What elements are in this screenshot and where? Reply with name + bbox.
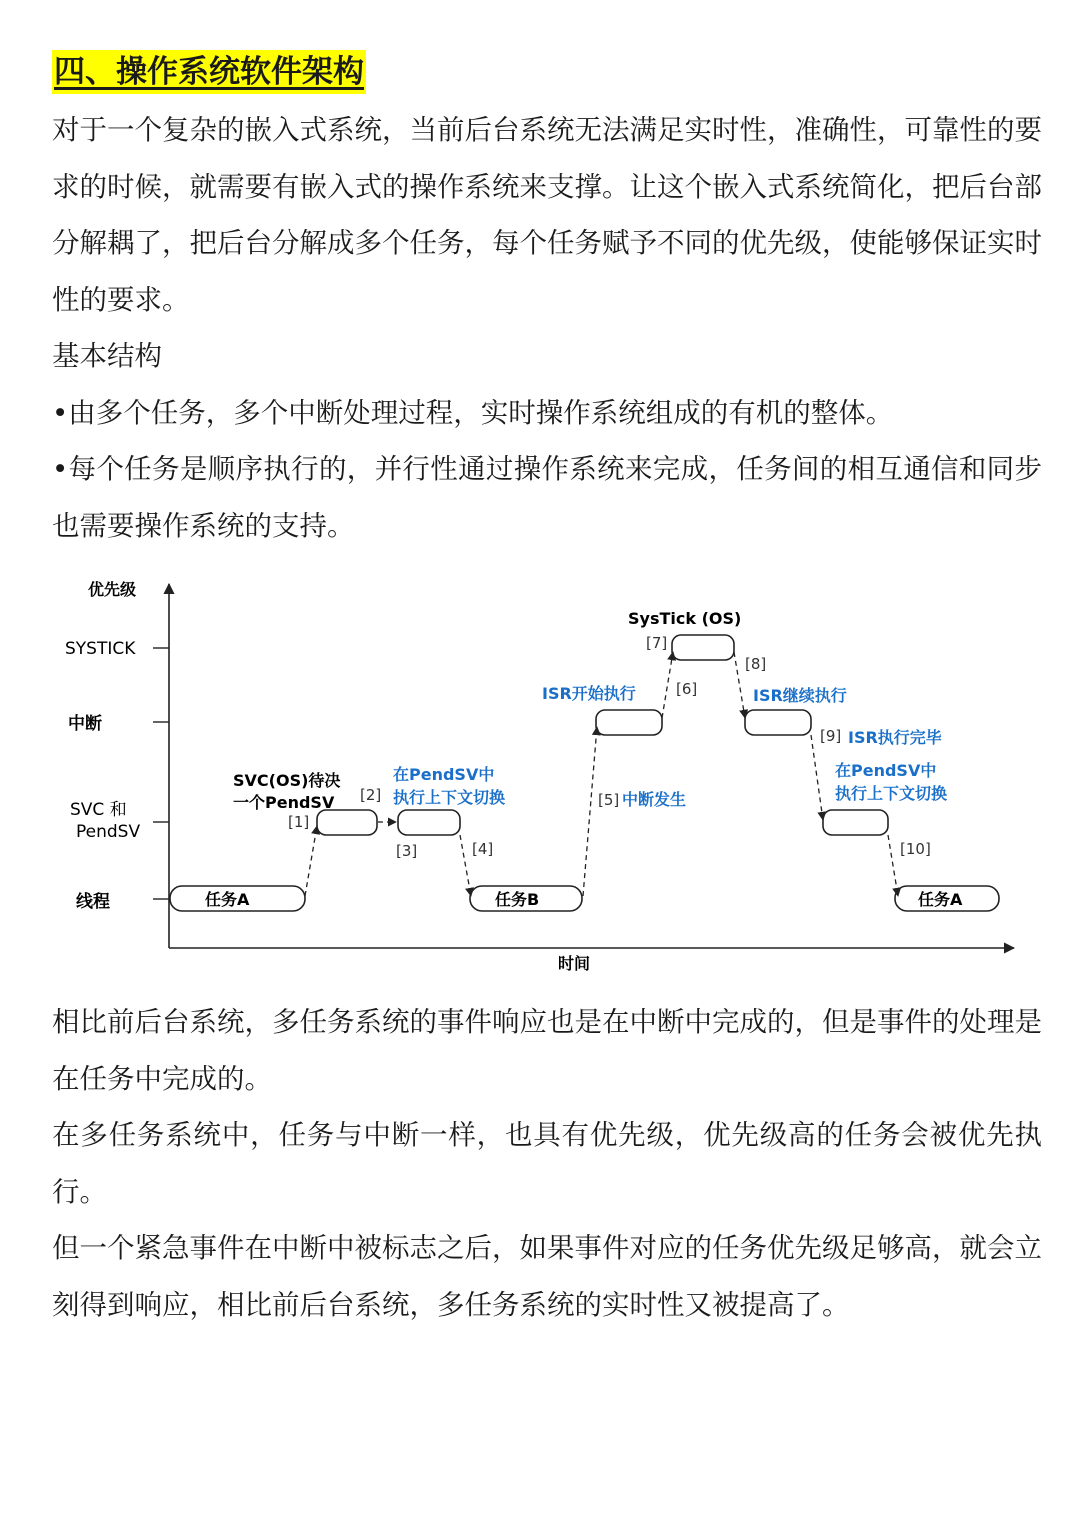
step-9: [9] <box>820 727 842 745</box>
step-8: [8] <box>745 655 767 673</box>
level-pendsv: PendSV <box>76 822 141 842</box>
transition-6 <box>662 652 673 718</box>
after-paragraph-1: 相比前后台系统，多任务系统的事件响应也是在中断中完成的，但是事件的处理是在任务中完成的。 <box>52 1006 1042 1095</box>
intro-paragraph: 对于一个复杂的嵌入式系统，当前后台系统无法满足实时性，准确性，可靠性的要求的时候，就需要有嵌入式的操作系统来支撑。让这个嵌入式系统简化，把后台部分解耦了，把后台分解成多个任务，每个任务赋予不同的优先级，使能够保证实时性的要求。 <box>52 114 1042 316</box>
systick-box <box>672 635 734 660</box>
task-switch-diagram <box>52 572 1032 982</box>
ctx-switch-1a: 在PendSV中 <box>393 765 495 784</box>
pendsv-box-1 <box>398 810 460 835</box>
ctx-switch-2b: 执行上下文切换 <box>835 784 948 803</box>
transition-4 <box>460 835 471 896</box>
article <box>52 50 1042 1333</box>
x-axis-label: 时间 <box>558 954 591 973</box>
svc-note-2: 一个PendSV <box>233 793 335 812</box>
step-5: [5] <box>598 791 620 809</box>
transition-10 <box>888 835 898 896</box>
step-2: [2] <box>360 786 382 804</box>
level-systick: SYSTICK <box>65 639 136 659</box>
isr-start: ISR开始执行 <box>542 684 636 703</box>
ctx-switch-1b: 执行上下文切换 <box>393 788 506 807</box>
transition-1 <box>305 826 317 896</box>
systick-label: SysTick (OS) <box>628 609 742 628</box>
step-10: [10] <box>900 840 931 858</box>
level-thread: 线程 <box>76 892 110 912</box>
y-axis-label: 优先级 <box>88 580 137 599</box>
task-a-label: 任务A <box>205 890 250 909</box>
step-7: [7] <box>646 634 668 652</box>
transition-5 <box>583 727 597 896</box>
transition-9 <box>811 735 823 820</box>
step-1: [1] <box>288 813 310 831</box>
bullet-item: •由多个任务，多个中断处理过程，实时操作系统组成的有机的整体。 <box>52 396 894 429</box>
step-3: [3] <box>396 842 418 860</box>
ctx-switch-2a: 在PendSV中 <box>835 761 937 780</box>
level-interrupt: 中断 <box>68 714 102 734</box>
section-title: 四、操作系统软件架构 <box>52 50 366 94</box>
step-4: [4] <box>472 840 494 858</box>
svc-note-1: SVC(OS)待决 <box>233 771 341 790</box>
bullet-item: •每个任务是顺序执行的，并行性通过操作系统来完成，任务间的相互通信和同步也需要操作系统的支持。 <box>52 453 1042 542</box>
isr-box-2 <box>745 710 811 735</box>
level-svc: SVC 和 <box>70 800 127 820</box>
pendsv-box-2 <box>823 810 888 835</box>
transition-8 <box>734 652 745 718</box>
task-a-end-label: 任务A <box>918 890 963 909</box>
step-6: [6] <box>676 680 698 698</box>
after-paragraph-3: 但一个紧急事件在中断中被标志之后，如果事件对应的任务优先级足够高，就会立刻得到响应，相比前后台系统，多任务系统的实时性又被提高了。 <box>52 1232 1042 1321</box>
structure-heading: 基本结构 <box>52 340 162 372</box>
after-paragraph-2: 在多任务系统中，任务与中断一样，也具有优先级，优先级高的任务会被优先执行。 <box>52 1119 1042 1208</box>
isr-box-1 <box>596 710 662 735</box>
isr-continue: ISR继续执行 <box>753 686 847 705</box>
isr-done: ISR执行完毕 <box>848 728 942 747</box>
svc-box-1 <box>317 810 377 835</box>
task-b-label: 任务B <box>495 890 540 909</box>
interrupt-occurs: 中断发生 <box>622 790 687 809</box>
